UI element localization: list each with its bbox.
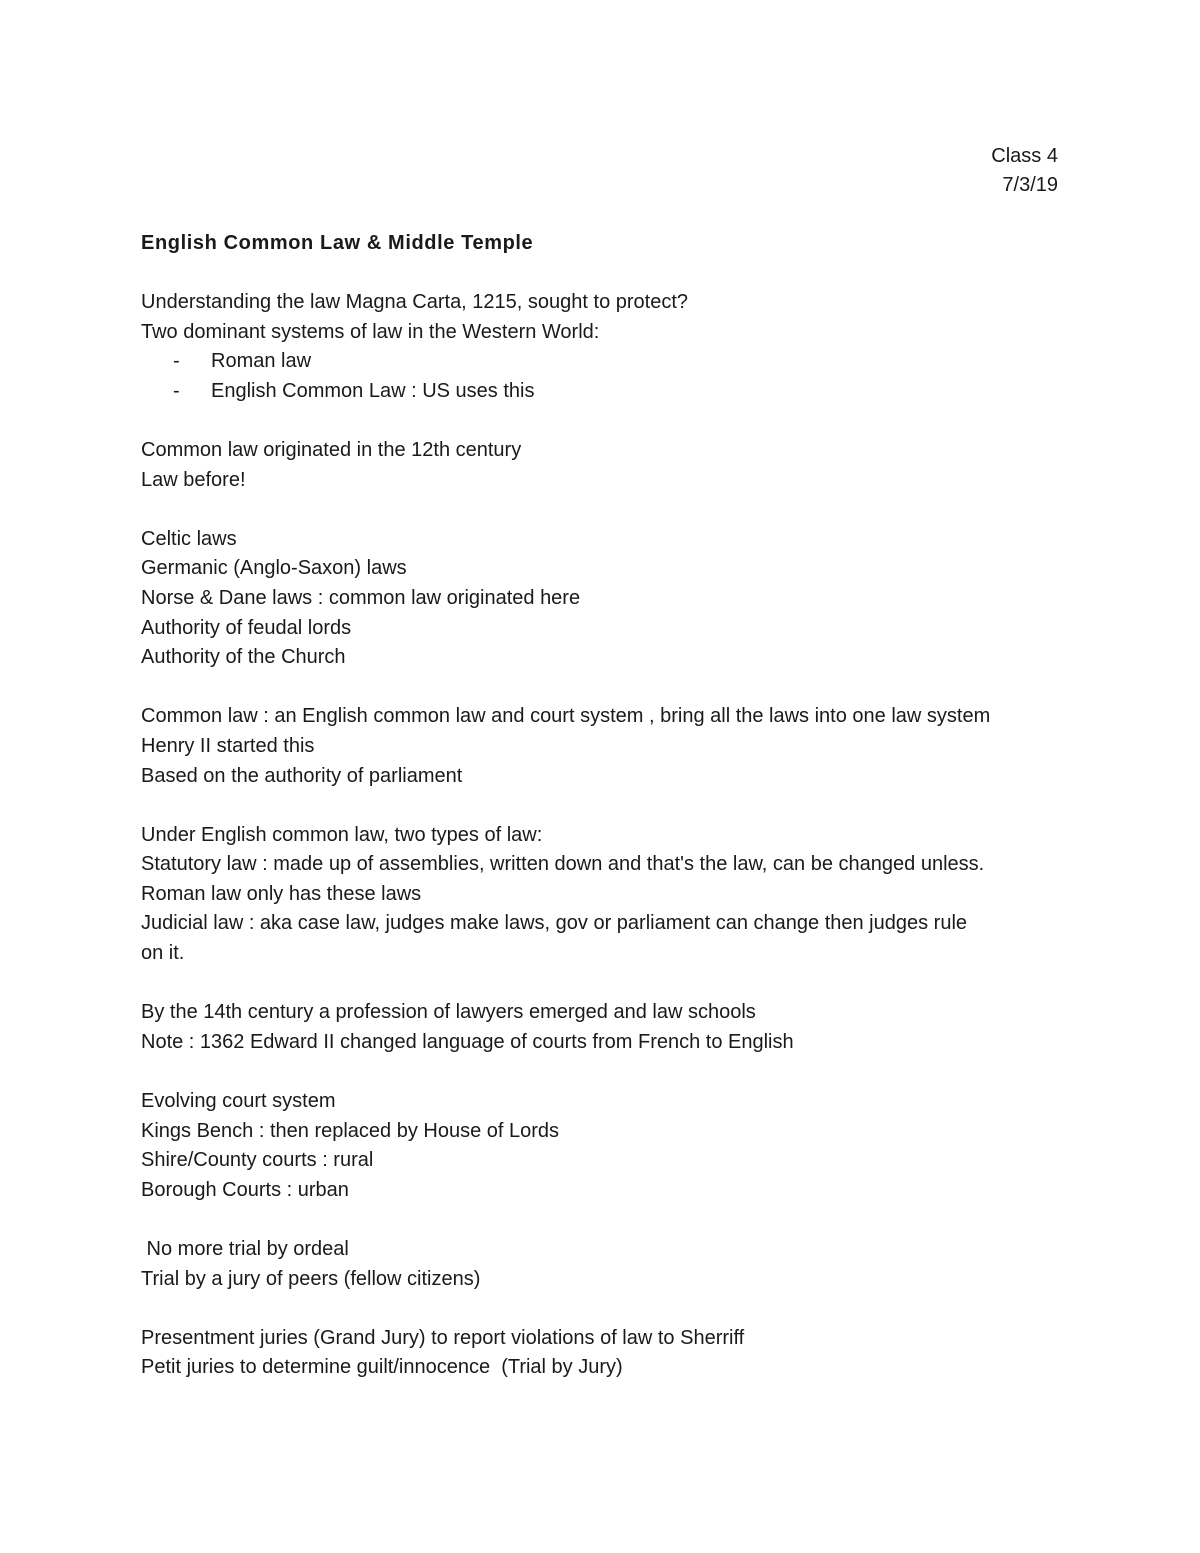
spacer	[141, 495, 1071, 525]
prior-law-line: Authority of feudal lords	[141, 616, 352, 639]
types-of-law-line: Under English common law, two types of law:	[141, 823, 543, 846]
spacer	[141, 1205, 1071, 1235]
types-of-law-line: Judicial law : aka case law, judges make laws, gov or parliament can change then judges rule	[141, 912, 968, 935]
systems-heading: Two dominant systems of law in the Western World:	[141, 320, 600, 343]
origins-line: Law before!	[141, 468, 246, 491]
trials-line: Trial by a jury of peers (fellow citizens)	[141, 1267, 481, 1290]
profession-line: Note : 1362 Edward II changed language of courts from French to English	[141, 1030, 794, 1053]
spacer	[141, 791, 1071, 821]
prior-law-line: Authority of the Church	[141, 646, 346, 669]
spacer	[141, 406, 1071, 436]
date-label: 7/3/19	[1002, 174, 1058, 196]
courts-line: Borough Courts : urban	[141, 1178, 349, 1201]
spacer	[141, 1294, 1071, 1324]
courts-line: Evolving court system	[141, 1090, 336, 1113]
common-law-line: Common law : an English common law and court system , bring all the laws into one law system	[141, 705, 991, 728]
common-law-line: Based on the authority of parliament	[141, 764, 463, 787]
prior-law-line: Celtic laws	[141, 527, 237, 550]
intro-question: Understanding the law Magna Carta, 1215, sought to protect?	[141, 291, 689, 313]
spacer	[141, 969, 1071, 999]
prior-law-line: Germanic (Anglo-Saxon) laws	[141, 557, 407, 580]
types-of-law-line: on it.	[141, 942, 185, 965]
origins-line: Common law originated in the 12th century	[141, 438, 522, 461]
profession-line: By the 14th century a profession of lawyers emerged and law schools	[141, 1001, 756, 1024]
class-label: Class 4	[991, 145, 1058, 167]
header-block	[991, 142, 1058, 200]
courts-line: Shire/County courts : rural	[141, 1149, 374, 1172]
bullet-dash: -	[173, 350, 180, 373]
types-of-law-line: Statutory law : made up of assemblies, written down and that's the law, can be changed unless.	[141, 853, 985, 876]
trials-line: No more trial by ordeal	[141, 1238, 349, 1260]
courts-line: Kings Bench : then replaced by House of Lords	[141, 1119, 560, 1142]
juries-line: Petit juries to determine guilt/innocence (Trial by Jury)	[141, 1356, 623, 1379]
bullet-item	[141, 377, 1071, 407]
types-of-law-line: Roman law only has these laws	[141, 882, 422, 905]
bullet-text: Roman law	[211, 350, 312, 373]
common-law-line: Henry II started this	[141, 734, 315, 757]
spacer	[141, 673, 1071, 703]
prior-law-line: Norse & Dane laws : common law originated here	[141, 586, 581, 609]
juries-line: Presentment juries (Grand Jury) to report violations of law to Sherriff	[141, 1326, 745, 1349]
bullet-item	[141, 347, 1071, 377]
document-body	[141, 288, 1071, 1383]
bullet-text: English Common Law : US uses this	[211, 379, 535, 402]
document-title: English Common Law & Middle Temple	[141, 232, 534, 254]
bullet-dash: -	[173, 379, 180, 402]
spacer	[141, 1057, 1071, 1087]
